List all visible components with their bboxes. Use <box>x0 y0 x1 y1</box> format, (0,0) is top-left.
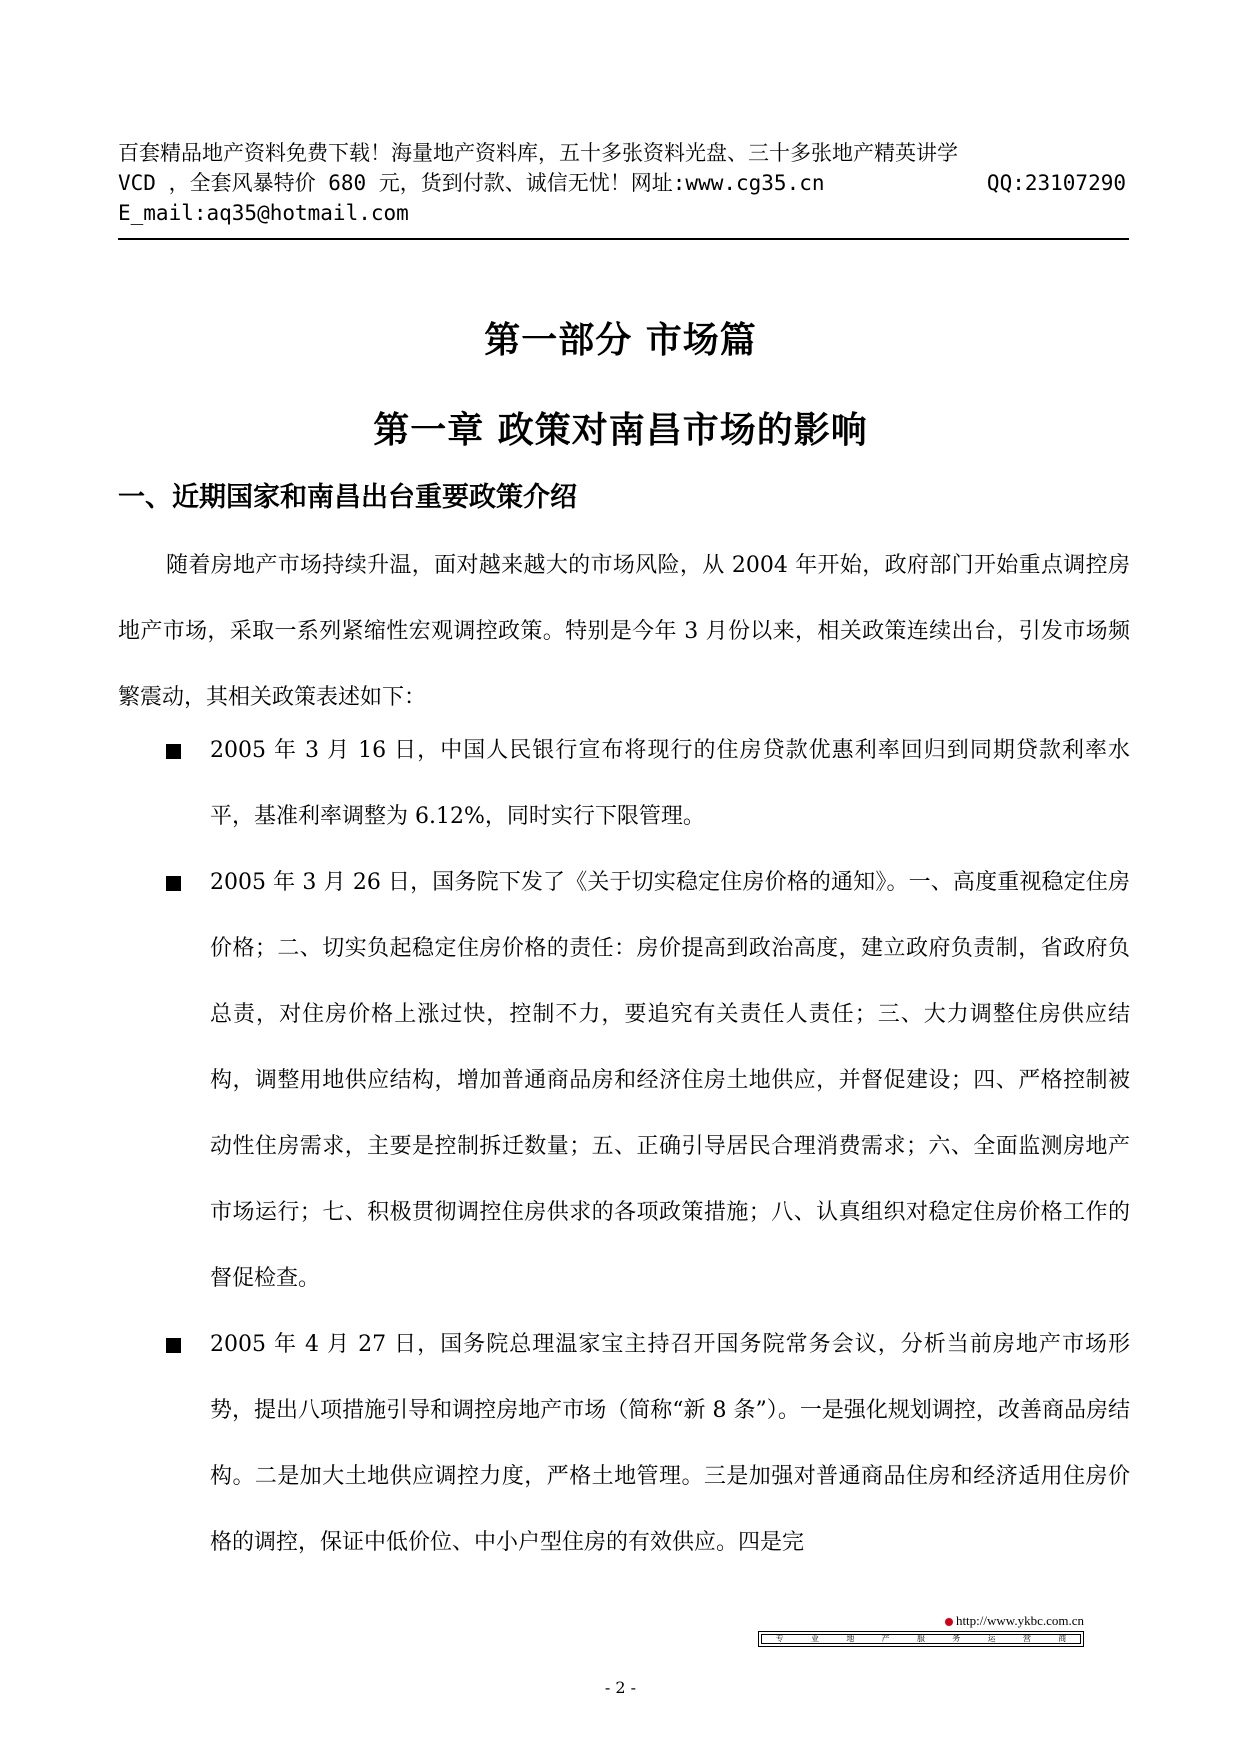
header-email: E_mail:aq35@hotmail.com <box>118 201 409 225</box>
square-bullet-icon <box>166 744 181 759</box>
tagline-char: 服 <box>916 1634 925 1643</box>
tagline-char: 务 <box>952 1634 961 1643</box>
header-line-1: 百套精品地产资料免费下载！海量地产资料库，五十多张资料光盘、三十多张地产精英讲学 <box>118 141 958 165</box>
footer-logo <box>758 1613 1084 1647</box>
section-title: 一、近期国家和南昌出台重要政策介绍 <box>118 482 577 513</box>
footer-logo-band <box>758 1631 1084 1647</box>
header-divider <box>118 238 1129 240</box>
header-qq: QQ:23107290 <box>986 171 1126 195</box>
footer-logo-url: http://www.ykbc.com.cn <box>758 1613 1084 1629</box>
list-item <box>160 1312 1130 1576</box>
tagline-char: 业 <box>810 1634 819 1643</box>
tagline-char: 产 <box>881 1634 890 1643</box>
page-header <box>118 138 1128 228</box>
header-line-2 <box>118 168 1128 198</box>
list-item-text: 2005 年 3 月 16 日，中国人民银行宣布将现行的住房贷款优惠利率回归到同期贷款利率水平，基准利率调整为 6.12%，同时实行下限管理。 <box>210 738 1130 829</box>
list-item <box>160 718 1130 850</box>
tagline-char: 营 <box>1022 1634 1031 1643</box>
header-line-2-left: VCD ，全套风暴特价 680 元，货到付款、诚信无忧！网址:www.cg35.cn <box>118 171 825 195</box>
chapter-title: 第一章 政策对南昌市场的影响 <box>373 409 868 451</box>
list-item-text: 2005 年 4 月 27 日，国务院总理温家宝主持召开国务院常务会议，分析当前房地产市场形势，提出八项措施引导和调控房地产市场（简称“新 8 条”）。一是强化规划调控，改善商品房结构。二是加大土地供应调控力度，严格土地管理。三是加强对普通商品住房和经济适用住房价格的调控，保证中低价位、中小户型住房的有效供应。四是完 <box>210 1332 1130 1555</box>
list-item-text: 2005 年 3 月 26 日，国务院下发了《关于切实稳定住房价格的通知》。一、高度重视稳定住房价格；二、切实负起稳定住房价格的责任：房价提高到政治高度，建立政府负责制，省政府负总责，对住房价格上涨过快，控制不力，要追究有关责任人责任；三、大力调整住房供应结构，调整用地供应结构，增加普通商品房和经济住房土地供应，并督促建设；四、严格控制被动性住房需求，主要是控制拆迁数量；五、正确引导居民合理消费需求；六、全面监测房地产市场运行；七、积极贯彻调控住房供求的各项政策措施；八、认真组织对稳定住房价格工作的督促检查。 <box>210 870 1130 1291</box>
footer-logo-tagline <box>761 1634 1081 1644</box>
page-number: - 2 - <box>604 1678 637 1697</box>
tagline-char: 商 <box>1058 1634 1067 1643</box>
part-title: 第一部分 市场篇 <box>484 319 757 361</box>
list-item <box>160 850 1130 1312</box>
tagline-char: 地 <box>846 1634 855 1643</box>
tagline-char: 专 <box>775 1634 784 1643</box>
intro-paragraph: 随着房地产市场持续升温，面对越来越大的市场风险，从 2004 年开始，政府部门开始重点调控房地产市场，采取一系列紧缩性宏观调控政策。特别是今年 3 月份以来，相关政策连续出台，引发市场频繁震动，其相关政策表述如下： <box>118 553 1130 710</box>
square-bullet-icon <box>166 1338 181 1353</box>
tagline-char: 运 <box>987 1634 996 1643</box>
red-dot-icon <box>945 1618 953 1626</box>
policy-list <box>160 718 1130 1576</box>
square-bullet-icon <box>166 876 181 891</box>
